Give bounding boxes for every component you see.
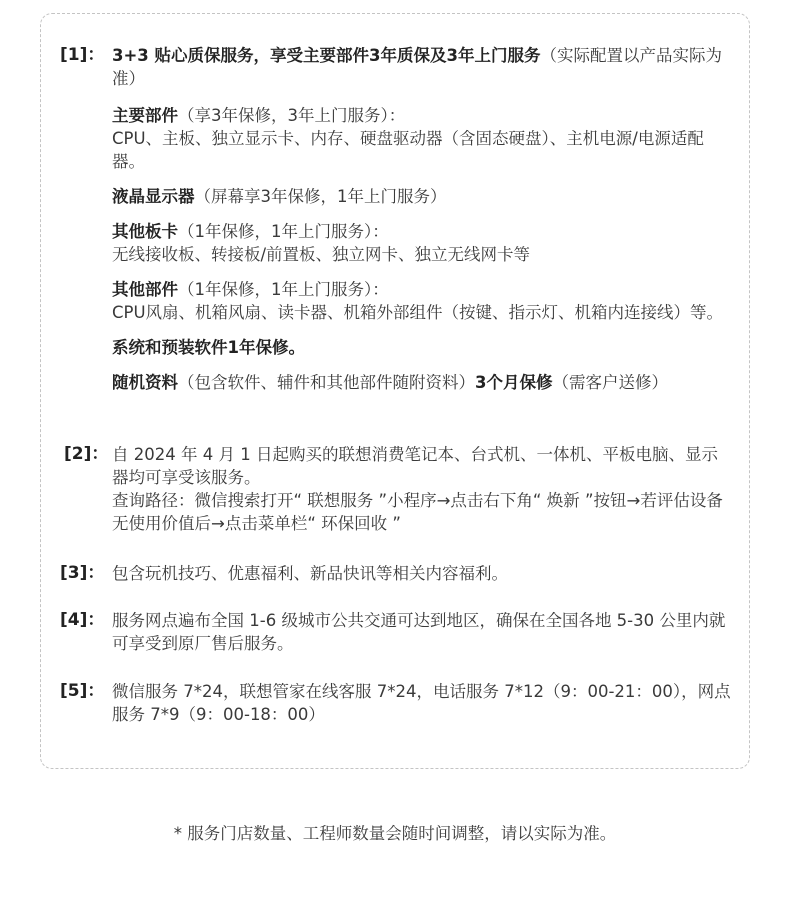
warranty-headline: 3+3 贴心质保服务，享受主要部件3年质保及3年上门服务 bbox=[112, 46, 541, 65]
footer-disclaimer: * 服务门店数量、工程师数量会随时间调整，请以实际为准。 bbox=[173, 824, 617, 843]
note-1-headline bbox=[112, 44, 734, 90]
note-4-content bbox=[112, 609, 734, 655]
boards-term: （1年保修，1年上门服务）： bbox=[178, 222, 389, 241]
service-hours-text: 微信服务 7*24，联想管家在线客服 7*24，电话服务 7*12（9：00-21：00），网点服务 7*9（9：00-18：00） bbox=[112, 682, 731, 724]
service-network-text: 服务网点遍布全国 1-6 级城市公共交通可达到地区，确保在全国各地 5-30 公里内就可享受到原厂售后服务。 bbox=[112, 611, 726, 653]
other-parts-title bbox=[112, 278, 734, 301]
accessories-desc: （包含软件、辅件和其他部件随附资料） bbox=[178, 373, 475, 392]
warranty-headline-note: （实际配置以产品实际为准） bbox=[112, 46, 722, 88]
boards-label: 其他板卡 bbox=[112, 222, 178, 241]
note-1-content bbox=[112, 44, 734, 394]
boards-title bbox=[112, 220, 734, 243]
note-marker-4: [4]： bbox=[60, 610, 105, 630]
query-path-text: 查询路径：微信搜索打开“ 联想服务 ”小程序→点击右下角“ 焕新 ”按钮→若评估设备无使用价值后→点击菜单栏“ 环保回收 ” bbox=[112, 491, 723, 533]
other-parts-term: （1年保修，1年上门服务）： bbox=[178, 280, 389, 299]
accessories-warranty: 3个月保修 bbox=[475, 373, 553, 392]
note-2-content bbox=[112, 443, 734, 535]
accessories-label: 随机资料 bbox=[112, 373, 178, 392]
note-3-content bbox=[112, 562, 734, 585]
note-marker-2: [2]： bbox=[64, 444, 109, 464]
main-parts-body: CPU、主板、独立显示卡、内存、硬盘驱动器（含固态硬盘）、主机电源/电源适配器。 bbox=[112, 129, 704, 171]
note-5-content bbox=[112, 680, 734, 726]
accessories-line bbox=[112, 371, 734, 394]
boards-body: 无线接收板、转接板/前置板、独立网卡、独立无线网卡等 bbox=[112, 245, 531, 264]
software-title bbox=[112, 336, 734, 359]
software-label: 系统和预装软件1年保修。 bbox=[112, 338, 305, 357]
other-parts-label: 其他部件 bbox=[112, 280, 178, 299]
lcd-title bbox=[112, 185, 734, 208]
main-parts-label: 主要部件 bbox=[112, 106, 178, 125]
note-marker-3: [3]： bbox=[60, 563, 105, 583]
note-marker-5: [5]： bbox=[60, 681, 105, 701]
eligibility-text: 自 2024 年 4 月 1 日起购买的联想消费笔记本、台式机、一体机、平板电脑、显示器均可享受该服务。 bbox=[112, 445, 718, 487]
main-parts-title bbox=[112, 104, 734, 127]
note-marker-1: [1]： bbox=[60, 45, 105, 65]
benefits-text: 包含玩机技巧、优惠福利、新品快讯等相关内容福利。 bbox=[112, 564, 508, 583]
other-parts-body: CPU风扇、机箱风扇、读卡器、机箱外部组件（按键、指示灯、机箱内连接线）等。 bbox=[112, 303, 724, 322]
accessories-note: （需客户送修） bbox=[552, 373, 668, 392]
lcd-label: 液晶显示器 bbox=[112, 187, 195, 206]
main-parts-term: （享3年保修，3年上门服务）： bbox=[178, 106, 406, 125]
lcd-term: （屏幕享3年保修，1年上门服务） bbox=[194, 187, 447, 206]
